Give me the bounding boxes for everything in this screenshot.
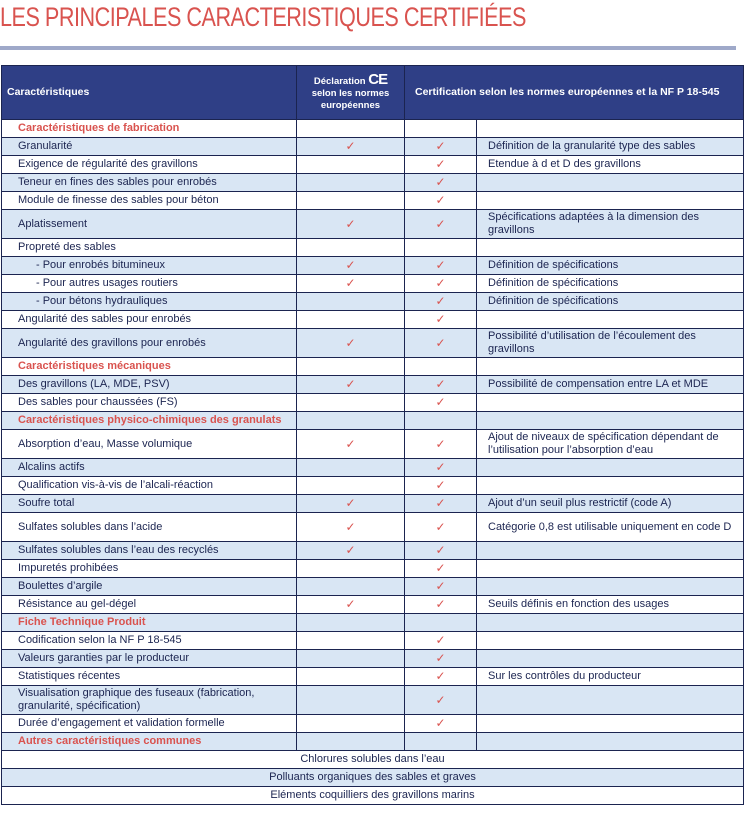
cert-cell [405,192,477,210]
cert-cell [405,614,477,632]
ce-cell [297,686,405,715]
cert-cell [405,358,477,376]
characteristic-label: Alcalins actifs [2,459,297,477]
note-cell [477,650,744,668]
characteristic-label: Granularité [2,138,297,156]
table-row [2,596,744,614]
ce-cell [297,412,405,430]
table-row [2,650,744,668]
check-icon: ✓ [435,669,446,683]
characteristic-label: Propreté des sables [2,239,297,257]
table-header-row [2,66,744,120]
common-characteristic: Eléments coquilliers des gravillons marins [2,787,744,805]
characteristic-label: Visualisation graphique des fuseaux (fabrication, granularité, spécification) [2,686,297,715]
characteristic-label: Des gravillons (LA, MDE, PSV) [2,376,297,394]
check-icon: ✓ [345,519,356,534]
cert-cell [405,686,477,715]
table-body [2,120,744,805]
ce-cell [297,376,405,394]
check-icon: ✓ [435,716,446,730]
table-row [2,430,744,459]
ce-cell [297,578,405,596]
check-icon: ✓ [435,139,446,153]
ce-cell [297,668,405,686]
table-category-row [2,120,744,138]
ce-cell [297,650,405,668]
ce-cell [297,430,405,459]
cert-cell [405,459,477,477]
characteristic-label: Durée d’engagement et validation formelle [2,715,297,733]
check-icon: ✓ [435,157,446,171]
check-icon: ✓ [345,335,356,350]
table-row [2,787,744,805]
note-cell [477,542,744,560]
table-row [2,293,744,311]
note-cell: Sur les contrôles du producteur [477,668,744,686]
cert-cell [405,376,477,394]
check-icon: ✓ [435,496,446,510]
ce-cell [297,358,405,376]
ce-cell [297,733,405,751]
ce-cell [297,192,405,210]
ce-cell [297,275,405,293]
table-row [2,495,744,513]
table-row [2,311,744,329]
note-cell [477,560,744,578]
cert-cell [405,578,477,596]
cert-cell [405,329,477,358]
table-row [2,560,744,578]
table-row [2,174,744,192]
check-icon: ✓ [435,276,446,290]
check-icon: ✓ [435,543,446,557]
ce-cell [297,394,405,412]
cert-cell [405,210,477,239]
table-row [2,686,744,715]
header-ce-declaration [297,66,405,120]
check-icon: ✓ [345,377,356,391]
ce-cell [297,614,405,632]
characteristics-table [1,65,744,805]
page-title: LES PRINCIPALES CARACTERISTIQUES CERTIFIÉES [0,2,526,32]
characteristic-label: Statistiques récentes [2,668,297,686]
note-cell [477,686,744,715]
check-icon: ✓ [435,175,446,189]
characteristic-label: Soufre total [2,495,297,513]
note-cell [477,459,744,477]
characteristic-label: Boulettes d’argile [2,578,297,596]
table-row [2,477,744,495]
table-row [2,715,744,733]
check-icon: ✓ [435,561,446,575]
cert-cell [405,477,477,495]
note-cell: Etendue à d et D des gravillons [477,156,744,174]
cert-cell [405,257,477,275]
check-icon: ✓ [435,579,446,593]
cert-cell [405,430,477,459]
characteristic-label: Angularité des sables pour enrobés [2,311,297,329]
ce-cell [297,293,405,311]
note-cell [477,715,744,733]
table-category-row [2,733,744,751]
characteristic-label: Teneur en fines des sables pour enrobés [2,174,297,192]
characteristic-label: Valeurs garanties par le producteur [2,650,297,668]
category-title: Autres caractéristiques communes [2,733,297,751]
check-icon: ✓ [435,597,446,611]
check-icon: ✓ [435,692,446,707]
note-cell: Définition de spécifications [477,293,744,311]
characteristic-label: Sulfates solubles dans l’acide [2,513,297,542]
ce-cell [297,239,405,257]
cert-cell [405,733,477,751]
table-row [2,192,744,210]
ce-cell [297,715,405,733]
characteristic-label: Exigence de régularité des gravillons [2,156,297,174]
ce-cell [297,138,405,156]
note-cell [477,174,744,192]
cert-cell [405,715,477,733]
note-cell [477,394,744,412]
table-row [2,632,744,650]
ce-cell [297,495,405,513]
table-category-row [2,614,744,632]
header-certification: Certification selon les normes européennes et la NF P 18-545 [405,66,744,120]
table-row [2,210,744,239]
cert-cell [405,120,477,138]
cert-cell [405,174,477,192]
table-row [2,376,744,394]
table-row [2,138,744,156]
cert-cell [405,542,477,560]
characteristic-label: Codification selon la NF P 18-545 [2,632,297,650]
note-cell [477,311,744,329]
ce-cell [297,311,405,329]
characteristic-label: Angularité des gravillons pour enrobés [2,329,297,358]
check-icon: ✓ [345,597,356,611]
check-icon: ✓ [435,294,446,308]
ce-cell [297,596,405,614]
characteristic-label: Module de finesse des sables pour béton [2,192,297,210]
ce-cell [297,210,405,239]
check-icon: ✓ [435,519,446,534]
cert-cell [405,412,477,430]
cert-cell [405,513,477,542]
table-row [2,239,744,257]
table-row [2,257,744,275]
check-icon: ✓ [345,496,356,510]
note-cell: Seuils définis en fonction des usages [477,596,744,614]
characteristic-label: Qualification vis-à-vis de l’alcali-réaction [2,477,297,495]
check-icon: ✓ [435,312,446,326]
cert-cell [405,560,477,578]
check-icon: ✓ [435,460,446,474]
note-cell [477,192,744,210]
cert-cell [405,156,477,174]
table-row [2,668,744,686]
characteristic-label: Sulfates solubles dans l’eau des recyclés [2,542,297,560]
table-row [2,751,744,769]
ce-mark-icon: CE [368,70,388,88]
note-cell [477,477,744,495]
cert-cell [405,138,477,156]
table-category-row [2,412,744,430]
characteristic-label: Des sables pour chaussées (FS) [2,394,297,412]
table-row [2,394,744,412]
table-row [2,513,744,542]
cert-cell [405,495,477,513]
ce-cell [297,156,405,174]
check-icon: ✓ [435,335,446,350]
note-cell: Spécifications adaptées à la dimension des gravillons [477,210,744,239]
characteristic-label: Impuretés prohibées [2,560,297,578]
cert-cell [405,596,477,614]
ce-cell [297,120,405,138]
cert-cell [405,394,477,412]
table-row [2,578,744,596]
note-cell: Ajout de niveaux de spécification dépendant de l’utilisation pour l’absorption d’eau [477,430,744,459]
note-cell [477,239,744,257]
ce-cell [297,174,405,192]
category-title: Caractéristiques physico-chimiques des granulats [2,412,297,430]
note-cell [477,578,744,596]
check-icon: ✓ [435,377,446,391]
note-cell: Catégorie 0,8 est utilisable uniquement en code D [477,513,744,542]
characteristic-label: Résistance au gel-dégel [2,596,297,614]
cert-cell [405,311,477,329]
check-icon: ✓ [345,543,356,557]
note-cell: Définition de spécifications [477,275,744,293]
check-icon: ✓ [435,651,446,665]
ce-cell [297,542,405,560]
characteristic-label: Absorption d’eau, Masse volumique [2,430,297,459]
table-row [2,769,744,787]
cert-cell [405,668,477,686]
ce-cell [297,459,405,477]
note-cell: Ajout d’un seuil plus restrictif (code A) [477,495,744,513]
table-row [2,156,744,174]
check-icon: ✓ [435,436,446,451]
cert-cell [405,632,477,650]
check-icon: ✓ [435,193,446,207]
characteristic-label: Aplatissement [2,210,297,239]
ce-cell [297,632,405,650]
note-cell: Définition de la granularité type des sables [477,138,744,156]
note-cell [477,120,744,138]
characteristic-label: - Pour enrobés bitumineux [2,257,297,275]
note-cell [477,412,744,430]
title-underline [0,46,736,50]
note-cell [477,632,744,650]
note-cell [477,358,744,376]
check-icon: ✓ [345,216,356,231]
check-icon: ✓ [435,478,446,492]
cert-cell [405,239,477,257]
table-row [2,542,744,560]
note-cell [477,733,744,751]
ce-cell [297,513,405,542]
ce-cell [297,560,405,578]
check-icon: ✓ [435,395,446,409]
header-ce-sub: selon les normes européennes [311,87,390,111]
check-icon: ✓ [345,436,356,451]
table-row [2,275,744,293]
cert-cell [405,293,477,311]
ce-cell [297,329,405,358]
table-row [2,329,744,358]
cert-cell [405,650,477,668]
note-cell [477,614,744,632]
table-row [2,459,744,477]
ce-cell [297,257,405,275]
header-characteristics: Caractéristiques [2,66,297,120]
note-cell: Définition de spécifications [477,257,744,275]
category-title: Caractéristiques de fabrication [2,120,297,138]
characteristic-label: - Pour bétons hydrauliques [2,293,297,311]
common-characteristic: Chlorures solubles dans l’eau [2,751,744,769]
note-cell: Possibilité d’utilisation de l’écoulement des gravillons [477,329,744,358]
header-ce-label: Déclaration [313,75,366,87]
check-icon: ✓ [435,633,446,647]
note-cell: Possibilité de compensation entre LA et MDE [477,376,744,394]
common-characteristic: Polluants organiques des sables et graves [2,769,744,787]
characteristic-label: - Pour autres usages routiers [2,275,297,293]
table-category-row [2,358,744,376]
category-title: Caractéristiques mécaniques [2,358,297,376]
check-icon: ✓ [345,276,356,290]
check-icon: ✓ [435,258,446,272]
cert-cell [405,275,477,293]
check-icon: ✓ [345,258,356,272]
category-title: Fiche Technique Produit [2,614,297,632]
check-icon: ✓ [435,216,446,231]
check-icon: ✓ [345,139,356,153]
ce-cell [297,477,405,495]
